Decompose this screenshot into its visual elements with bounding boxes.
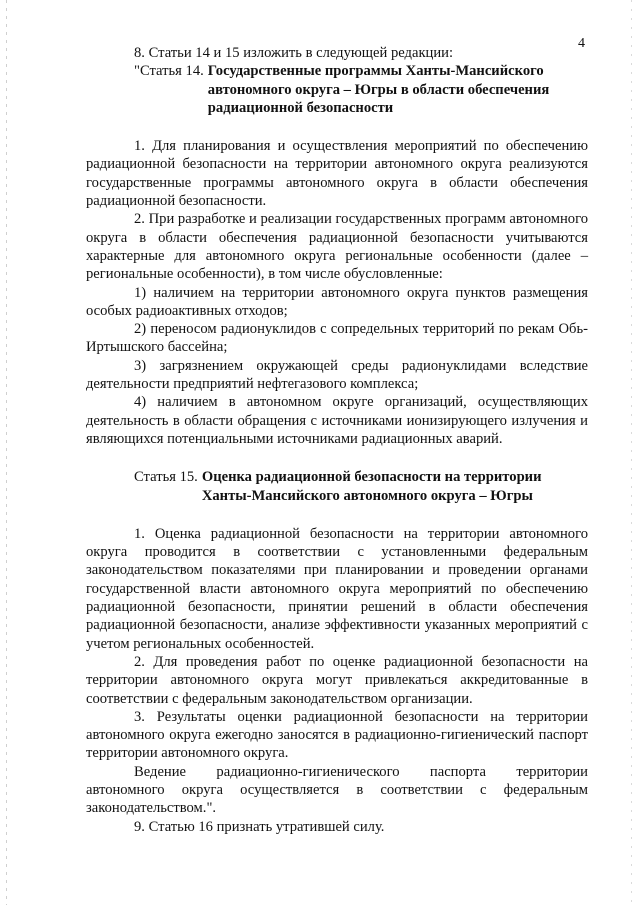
article-14-list-item-2: 2) переносом радионуклидов с сопредельных территорий по рекам Обь-Иртышского бассейна; — [86, 321, 588, 356]
article-15-prefix: Статья 15. — [134, 469, 198, 486]
page-number: 4 — [578, 36, 585, 51]
scan-edge-right — [631, 0, 632, 905]
article-15-paragraph-2: 2. Для проведения работ по оценке радиационной безопасности на территории автономного округа могут привлекаться аккредитованные в соответствии с федеральным законодательством организации. — [86, 653, 588, 707]
scan-edge-left — [6, 0, 7, 905]
article-15-paragraph-4: Ведение радиационно-гигиенического паспорта территории автономного округа осуществляется в соответствии с федеральным законодательством.". — [86, 763, 588, 817]
article-14-paragraph-2: 2. При разработке и реализации государственных программ автономного округа в области обеспечения радиационной безопасности учитываются характерные для автономного округа региональные особенности (далее – региональные особенности), в том числе обусловленные: — [86, 211, 588, 283]
article-15-title: Оценка радиационной безопасности на территории Ханты-Мансийского автономного округа – Югры — [201, 469, 542, 504]
item-9: 9. Статью 16 признать утратившей силу. — [134, 818, 385, 835]
document-body — [86, 44, 588, 836]
article-14-prefix: "Статья 14. — [134, 63, 204, 80]
article-14-heading — [86, 62, 588, 117]
article-15-paragraph-3: 3. Результаты оценки радиационной безопасности на территории автономного округа ежегодно заносятся в радиационно-гигиенический паспорт территории автономного округа. — [86, 708, 588, 762]
item-8-text: 8. Статьи 14 и 15 изложить в следующей редакции: — [134, 45, 454, 61]
article-15-heading — [86, 468, 588, 505]
article-14-list-item-4: 4) наличием в автономном округе организаций, осуществляющих деятельность в области обращения с источниками ионизирующего излучения и являющихся потенциальными источниками радиационных аварий. — [86, 394, 588, 447]
article-14-list-item-1: 1) наличием на территории автономного округа пунктов размещения особых радиоактивных отходов; — [86, 284, 588, 319]
item-8 — [86, 44, 588, 62]
article-14-list-item-3: 3) загрязнением окружающей среды радионуклидами вследствие деятельности предприятий нефтегазового комплекса; — [86, 357, 588, 393]
article-15-paragraph-1: 1. Оценка радиационной безопасности на территории автономного округа проводится в соответствии с установленными федеральным законодательством показателями при планировании и проведении органами государственной власти автономного округа мероприятий по обеспечению радиационной безопасности, принятии решений в области обеспечения радиационной безопасности, анализе эффективности указанных мероприятий с учетом региональных особенностей. — [86, 525, 588, 652]
article-14-paragraph-1: 1. Для планирования и осуществления мероприятий по обеспечению радиационной безопасности на территории автономного округа реализуются государственные программы автономного округа в области обеспечения радиационной безопасности. — [86, 138, 588, 210]
article-14-title: Государственные программы Ханты-Мансийского автономного округа – Югры в области обеспечения радиационной безопасности — [207, 63, 550, 116]
